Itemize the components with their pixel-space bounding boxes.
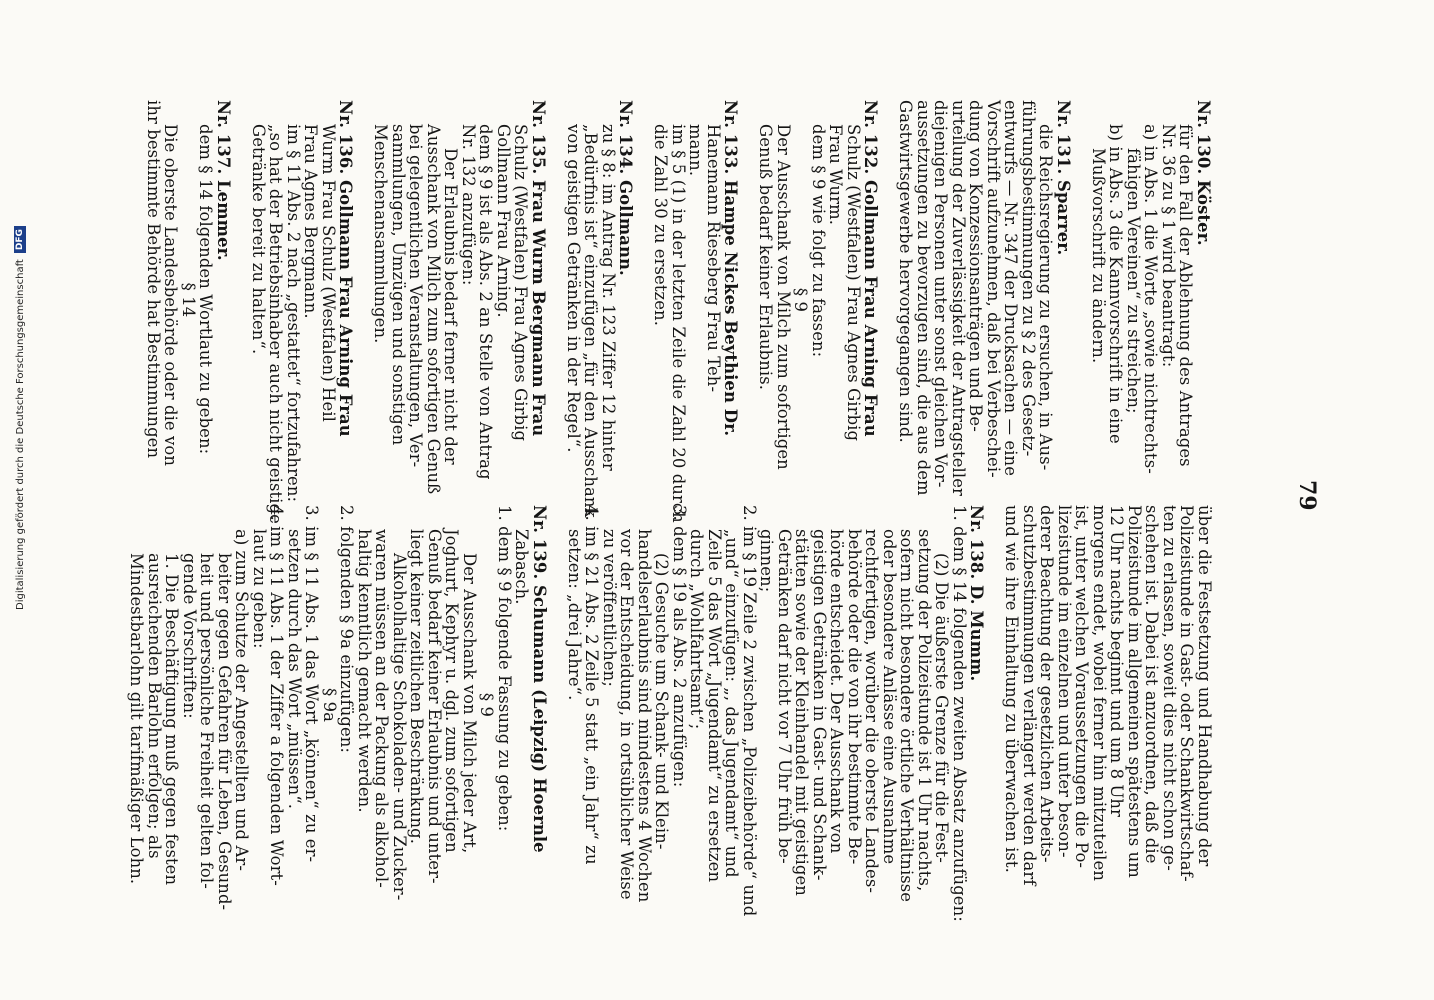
left-column <box>144 100 1213 524</box>
text-line: 3. dem § 19 als Abs. 2 anzufügen: <box>670 505 689 788</box>
text-line: a) zum Schutze der Angestellten und Ar- <box>232 529 252 871</box>
text-line: Nr. 139. Schumann (Leipzig) Hoernle <box>530 505 549 853</box>
text-line: vor der Entscheidung, in ortsüblicher Weise <box>617 529 637 900</box>
text-line: 1. Die Beschäftigung muß gegen festen <box>162 553 182 886</box>
text-line: Schulz (Westfalen) Frau Agnes Girbig <box>844 124 863 442</box>
text-line: Genuß bedarf keiner Erlaubnis. <box>756 124 776 391</box>
text-line: Getränken darf nicht vor 7 Uhr früh be- <box>775 529 794 864</box>
text-line: heit und persönliche Freiheit gelten fol- <box>197 553 217 889</box>
text-line: Vorschrift aufzunehmen, daß bei Verbeschei- <box>984 100 1003 478</box>
page-number: 79 <box>1294 480 1320 511</box>
text-line: beiter gegen Gefahren für Leben, Gesund- <box>215 553 234 911</box>
text-line: dem § 14 folgenden Wortlaut zu geben: <box>196 124 216 455</box>
text-line: schehen ist. Dabei ist anzuordnen, daß die <box>1142 505 1162 864</box>
text-line: 1. dem § 9 folgende Fassung zu geben: <box>495 505 514 832</box>
text-line: § 9 <box>477 692 497 718</box>
text-line: 3. im § 11 Abs. 1 das Wort „können“ zu er- <box>302 505 322 863</box>
text-line: 12 Uhr nachts beginnt und um 8 Uhr <box>1107 505 1127 817</box>
text-line <box>355 100 373 500</box>
text-line: Genuß bedarf keiner Erlaubnis und unter- <box>425 529 444 884</box>
text-line: haltig kenntlich gemacht werden. <box>355 529 374 813</box>
text-line: 2. folgenden § 9a einzufügen: <box>337 505 357 754</box>
text-line: mann. <box>686 124 706 177</box>
text-line: sammlungen, Umzügen und sonstigen <box>389 124 408 446</box>
text-line: morgens endet, wobei ferner hin mitzuteilen <box>1090 505 1109 881</box>
text-line: a) in Abs. 1 die Worte „sowie nichtrechts- <box>1141 124 1161 474</box>
text-line: dung von Konzessionsanträgen und Be- <box>966 100 986 432</box>
text-line: (2) Die äußerste Grenze für die Fest- <box>932 553 952 863</box>
text-line: die Zahl 30 zu ersetzen. <box>651 124 671 327</box>
text-line: „und“ einzufügen: „, das Jugendamt“ und <box>722 529 742 878</box>
text-line <box>740 100 758 500</box>
text-line: derer Beachtung der gesetzlichen Arbeits- <box>1037 505 1057 863</box>
text-line: laut zu geben: <box>250 529 269 649</box>
text-line: „so hat der Betriebsinhaber auch nicht geistige <box>266 124 286 524</box>
text-line: Nr. 133. Hampe Nickes Beythien Dr. <box>721 100 741 437</box>
text-line: 2. im § 19 Zeile 2 zwischen „Polizeibehörde“ und <box>740 505 759 917</box>
text-line: Nr. 137. Lemmer. <box>214 100 233 261</box>
text-line: handelserlaubnis sind mindestens 4 Wochen <box>635 529 654 903</box>
text-line: Getränke bereit zu halten“. <box>249 124 268 355</box>
text-line: durch „Wohlfahrtsamt“; <box>687 529 707 730</box>
text-line <box>547 100 565 500</box>
text-line: Nr. 132 anzufügen: <box>459 124 478 286</box>
text-line <box>880 100 898 500</box>
text-line: gende Vorschriften: <box>180 553 199 719</box>
text-line: Der Ausschank von Milch zum sofortigen <box>774 124 793 470</box>
text-line: Der Erlaubnis bedarf ferner nicht der <box>441 148 461 465</box>
text-line: Nr. 135. Frau Wurm Bergmann Frau <box>529 100 548 437</box>
dfg-logo: DFG <box>14 226 26 253</box>
text-line: über die Festsetzung und Handhabung der <box>1195 505 1214 867</box>
text-line: § 9a <box>320 687 339 722</box>
text-line <box>986 505 1004 905</box>
text-line: Nr. 36 zu § 1 wird beantragt: <box>1159 124 1178 368</box>
text-line: aussetzungen zu bevorzugen sind, die aus dem <box>914 100 933 496</box>
digitization-footer <box>14 226 26 610</box>
text-line: ist, unter welchen Voraussetzungen die Po- <box>1072 505 1092 869</box>
text-line: Nr. 130. Köster. <box>1194 100 1213 246</box>
text-line: Frau Wurm. <box>826 124 846 226</box>
text-line: Joghurt, Kephyr u. dgl. zum sofortigen <box>442 529 462 853</box>
text-line: stätten sowie der Kleinhandel mit geistigen <box>792 529 812 896</box>
text-line: ginnen; <box>757 529 777 593</box>
text-line: geistigen Getränken in Gast- und Schank- <box>810 529 829 881</box>
text-line: Gollmann Frau Arning. <box>494 124 513 318</box>
text-line: Mindestbarlohn gilt tarifmäßiger Lohn. <box>127 553 147 885</box>
text-line: „Bedürfnis ist“ einzufügen „für den Ausschank <box>581 124 601 518</box>
text-line: zu veröffentlichen; <box>600 529 619 687</box>
text-line: § 9 <box>791 287 811 313</box>
text-line: fähigen Vereinen“ zu streichen; <box>1124 148 1143 414</box>
text-line: dem § 9 ist als Abs. 2 an Stelle von Antrag <box>476 124 496 480</box>
text-line: § 14 <box>179 282 198 318</box>
text-line: hörde entscheidet. Der Ausschank von <box>827 529 847 854</box>
text-line: für den Fall der Ablehnung des Antrages <box>1176 124 1196 467</box>
text-line <box>548 505 566 905</box>
text-line: Polizeistunde in Gast- oder Schankwirtschaf- <box>1177 505 1197 882</box>
text-line: und wie ihre Einhaltung zu überwachen ist. <box>1002 505 1022 873</box>
text-line: 1. dem § 14 folgenden zweiten Absatz anzufügen: <box>950 505 969 922</box>
text-line <box>1072 100 1090 500</box>
text-line: Die oberste Landesbehörde oder die von <box>161 124 181 467</box>
text-line: Gastwirtsgewerbe hervorgegangen sind. <box>896 100 916 443</box>
text-line: rechtfertigen, worüber die oberste Landes- <box>862 529 882 893</box>
text-line: entwurfs — Nr. 347 der Drucksachen — eine <box>1001 100 1021 477</box>
text-line: Zeile 5 das Wort „Jugendamt“ zu ersetzen <box>705 529 724 883</box>
footer-text: Digitalisierung gefördert durch die Deutsche Forschungsgemeinschaft <box>14 259 26 610</box>
right-column <box>127 505 1214 922</box>
text-line: dem § 9 wie folgt zu fassen: <box>809 124 828 358</box>
text-line: Hanemann Rieseberg Frau Teh- <box>704 124 723 393</box>
text-line: behörde oder die von ihr bestimmte Be- <box>845 529 864 865</box>
text-line: lizeistunde im einzelnen und unter beson- <box>1055 505 1074 858</box>
text-line: Nr. 132. Gollmann Frau Arning Frau <box>861 100 881 437</box>
text-line: (2) Gesuche um Schank- und Klein- <box>652 553 672 850</box>
text-line: setzen: „drei Jahre“. <box>565 529 584 701</box>
text-line: Polizeistunde im allgemeinen spätestens um <box>1125 505 1144 878</box>
text-line: im § 11 Abs. 2 nach „gestattet“ fortzufahren: <box>284 124 303 503</box>
text-line: bei gelegentlichen Veranstaltungen, Ver- <box>406 124 426 468</box>
text-line: Nr. 136. Gollmann Frau Arning Frau <box>336 100 356 437</box>
text-line: setzung der Polizeistunde ist 1 Uhr nachts, <box>915 529 934 892</box>
text-line: Nr. 138. D. Mumm. <box>967 505 987 682</box>
text-line: Schulz (Westfalen) Frau Agnes Girbig <box>511 124 531 442</box>
text-line: von geistigen Getränken in der Regel“. <box>564 124 583 453</box>
text-line: Der Ausschank von Milch jeder Art, <box>460 553 479 854</box>
text-line: sofern nicht besondere örtliche Verhältnisse <box>897 529 917 903</box>
text-line: ausreichenden Barlohn erfolgen; als <box>145 553 164 859</box>
text-line: schutzbestimmungen verlängert werden darf <box>1020 505 1039 886</box>
text-line: oder besondere Anlässe eine Ausnahme <box>880 529 899 865</box>
text-line <box>635 100 653 500</box>
text-line: zu § 8: im Antrag Nr. 123 Ziffer 12 hinter <box>599 124 618 471</box>
text-line: die Reichsregierung zu ersuchen, in Aus- <box>1036 124 1056 471</box>
text-line: führungsbestimmungen zu § 2 des Gesetz- <box>1019 100 1038 457</box>
text-line: ihr bestimmte Behörde hat Bestimmungen <box>144 100 163 459</box>
text-line: Frau Agnes Bergmann. <box>301 124 321 319</box>
text-line: Nr. 131. Sparrer. <box>1054 100 1073 256</box>
text-line: liegt keiner zeitlichen Beschränkung. <box>407 529 427 845</box>
text-line: b) in Abs. 3 die Kannvorschrift in eine <box>1106 124 1126 444</box>
text-line: 4. im § 21 Abs. 2 Zeile 5 statt „ein Jahr“ zu <box>582 505 602 865</box>
text-line: ten zu erlassen, soweit dies nicht schon ge- <box>1160 505 1179 871</box>
text-line: Mußvorschrift zu ändern. <box>1089 148 1108 364</box>
text-line: Ausschank von Milch zum sofortigen Genuß <box>424 124 443 495</box>
text-line: waren müssen an der Packung als alkohol- <box>372 529 392 888</box>
text-line: Menschenansammlungen. <box>371 124 391 344</box>
text-line: im § 5 (1) in der letzten Zeile die Zahl 20 durch <box>669 124 688 523</box>
text-line: Nr. 134. Gollmann. <box>616 100 636 276</box>
text-line: urteilung der Zuverlässigkeit der Antragsteller <box>949 100 968 496</box>
text-line: diejenigen Personen unter sonst gleichen Vor- <box>931 100 951 488</box>
text-line: Alkoholhaltige Schokoladen- und Zucker- <box>390 553 409 901</box>
text-line <box>232 100 250 500</box>
text-line: 4. im § 11 Abs. 1 der Ziffer a folgenden Wort- <box>267 505 287 886</box>
text-line: Wurm Frau Schulz (Westfalen) Heil <box>319 124 338 423</box>
text-line: Zabasch. <box>512 529 532 605</box>
text-line: setzen durch das Wort „müssen“. <box>285 529 304 810</box>
